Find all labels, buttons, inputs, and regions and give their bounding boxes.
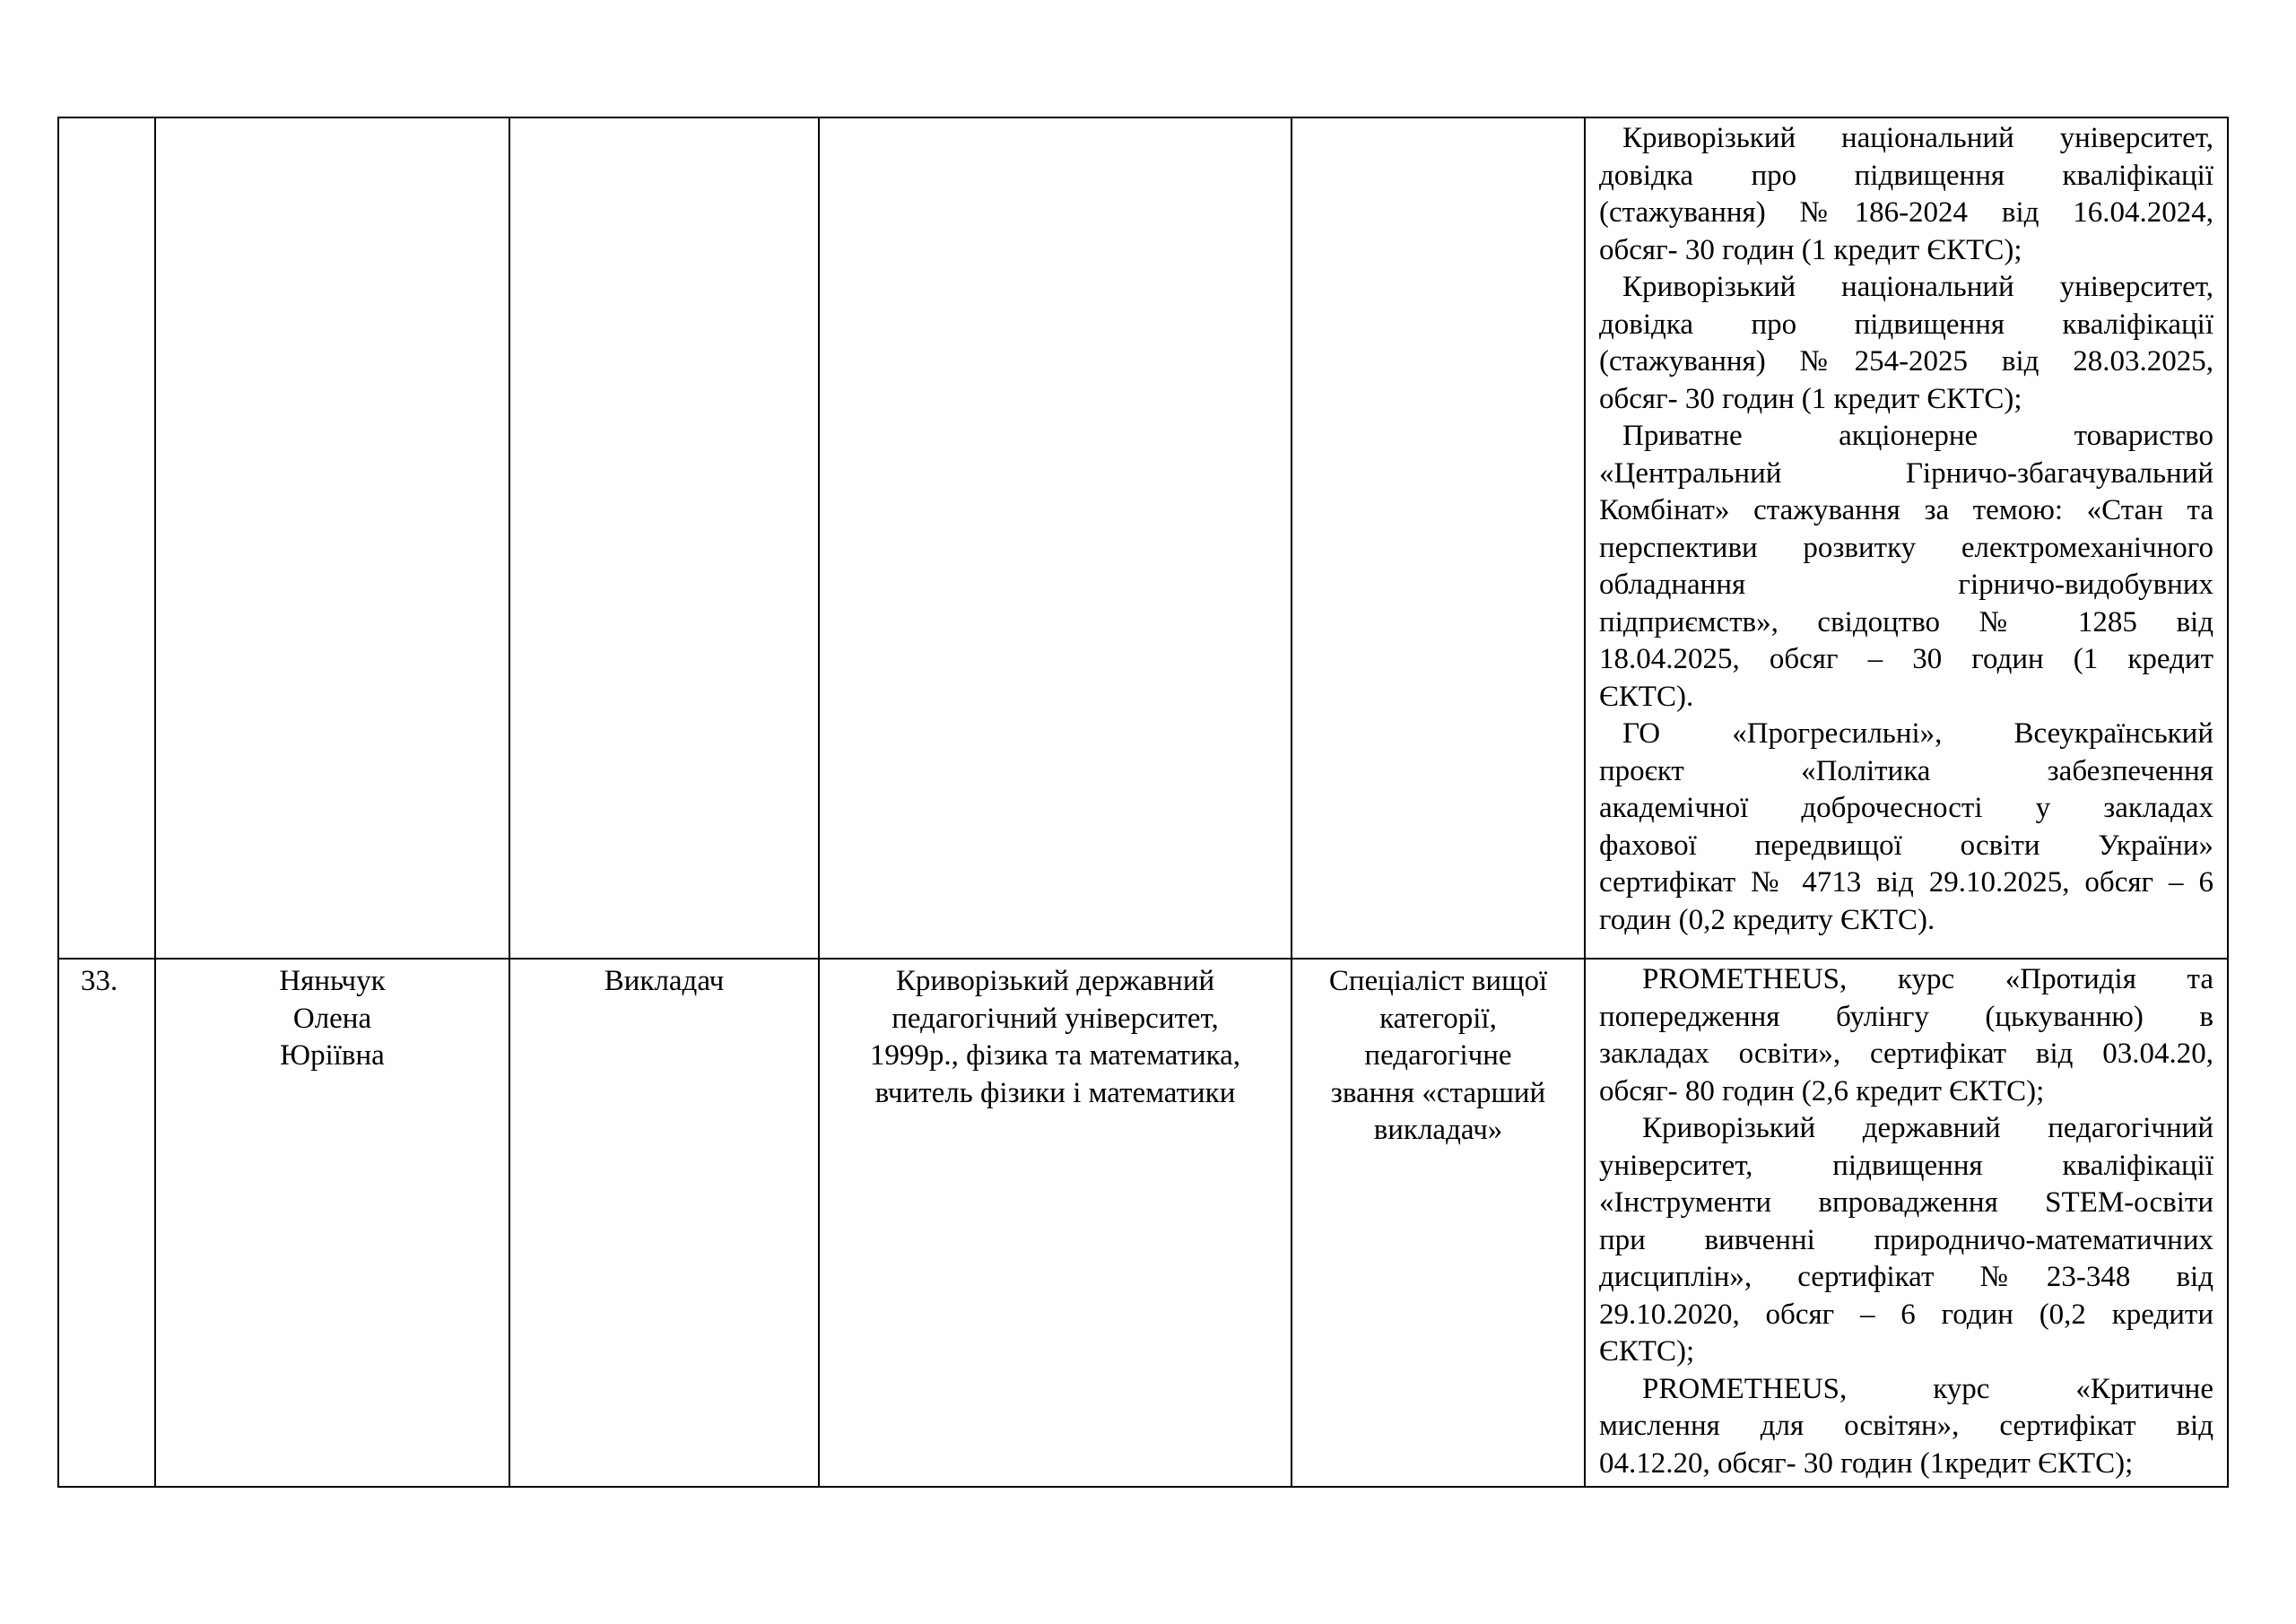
qualification-line: мислення для освітян», сертифікат від xyxy=(1599,1410,2213,1442)
qualification-entry xyxy=(1599,418,2213,716)
qualification-line: обладнання гірничо-видобувних xyxy=(1599,569,2213,601)
qualification-line: дисциплін», сертифікат №23-348 від xyxy=(1599,1261,2213,1293)
name-cell xyxy=(155,959,509,1487)
qualification-line: сертифікат № 4713 від 29.10.2025, обсяг – 6 xyxy=(1599,866,2213,899)
name-cell xyxy=(155,117,509,959)
education-line: педагогічний університет, xyxy=(891,1002,1219,1035)
qualification-line: Комбінат» стажування за темою: «Стан та xyxy=(1599,494,2213,526)
row-number: 33. xyxy=(81,965,118,997)
staff-qualification-table xyxy=(57,117,2229,1488)
qualification-entry xyxy=(1599,1371,2213,1483)
category-line: звання «старший xyxy=(1330,1076,1546,1109)
qualification-line: обсяг- 30 годин (1 кредит ЄКТС); xyxy=(1599,233,2022,266)
qualification-line: «Центральний Гірничо-збагачувальний xyxy=(1599,456,2213,490)
qualification-line: ЄКТС); xyxy=(1599,1335,1695,1368)
qualification-line: перспективи розвитку електромеханічного xyxy=(1599,531,2213,564)
qualification-line: закладах освіти», сертифікат від 03.04.20, xyxy=(1599,1038,2213,1070)
row-number-cell xyxy=(58,117,155,959)
qualification-line: довідка про підвищення кваліфікації xyxy=(1599,308,2213,341)
name-line: Юріївна xyxy=(280,1039,385,1072)
qualification-line: при вивченні природничо-математичних xyxy=(1599,1223,2213,1256)
education-line: 1999р., фізика та математика, xyxy=(869,1039,1241,1072)
qualification-line: обсяг- 30 годин (1 кредит ЄКТС); xyxy=(1599,382,2022,415)
qualification-line: «Інструменти впровадження STEM-освіти xyxy=(1599,1186,2213,1219)
category-cell xyxy=(1292,959,1585,1487)
education-cell xyxy=(819,117,1292,959)
qualification-line: підприємств», свідоцтво № 1285 від xyxy=(1599,605,2213,638)
qualification-cell xyxy=(1585,117,2228,959)
education-line: Криворізький державний xyxy=(895,965,1215,997)
qualification-line: довідка про підвищення кваліфікації xyxy=(1599,159,2213,192)
qualification-line: PROMETHEUS, курс «Критичне xyxy=(1642,1372,2213,1405)
category-line: Спеціаліст вищої xyxy=(1328,965,1548,997)
qualification-entry xyxy=(1599,269,2213,418)
table-row xyxy=(58,959,2228,1487)
qualification-line: годин (0,2 кредиту ЄКТС). xyxy=(1599,903,1935,936)
category-line: категорії, xyxy=(1379,1002,1497,1035)
qualification-line: 18.04.2025, обсяг – 30 годин (1 кредит xyxy=(1599,643,2213,675)
qualification-line: фахової передвищої освіти України» xyxy=(1599,829,2213,862)
name-line: Няньчук xyxy=(279,965,386,997)
qualification-line: (стажування) №186-2024 від 16.04.2024, xyxy=(1599,196,2213,229)
qualification-line: Криворізький національний університет, xyxy=(1622,122,2213,154)
qualification-entry xyxy=(1599,961,2213,1110)
qualification-line: університет, підвищення кваліфікації xyxy=(1599,1149,2213,1182)
table-row xyxy=(58,117,2228,959)
qualification-line: ГО «Прогресильні», Всеукраїнський xyxy=(1622,717,2213,750)
name-line: Олена xyxy=(292,1002,372,1035)
qualification-line: проєкт «Політика забезпечення xyxy=(1599,754,2213,787)
qualification-line: Криворізький національний університет, xyxy=(1622,271,2213,303)
qualification-line: PROMETHEUS, курс «Протидія та xyxy=(1642,963,2213,995)
education-cell xyxy=(819,959,1292,1487)
qualification-line: Криворізький державний педагогічний xyxy=(1642,1112,2213,1144)
qualification-line: ЄКТС). xyxy=(1599,680,1694,713)
qualification-line: обсяг- 80 годин (2,6 кредит ЄКТС); xyxy=(1599,1074,2045,1107)
qualification-line: 29.10.2020, обсяг – 6 годин (0,2 кредити xyxy=(1599,1298,2213,1331)
qualification-cell xyxy=(1585,959,2228,1487)
category-line: викладач» xyxy=(1373,1114,1503,1146)
position-cell xyxy=(509,117,819,959)
qualification-entry xyxy=(1599,716,2213,939)
qualification-entry xyxy=(1599,120,2213,269)
qualification-entry xyxy=(1599,1110,2213,1371)
position-cell xyxy=(509,959,819,1487)
qualification-line: попередження булінгу (цькуванню) в xyxy=(1599,1000,2213,1033)
category-cell xyxy=(1292,117,1585,959)
position-text: Викладач xyxy=(604,965,725,997)
row-number-cell xyxy=(58,959,155,1487)
qualification-line: 04.12.20, обсяг- 30 годин (1кредит ЄКТС); xyxy=(1599,1446,2134,1480)
qualification-line: академічної доброчесності у закладах xyxy=(1599,792,2213,824)
qualification-line: Приватне акціонерне товариство xyxy=(1622,420,2213,452)
qualification-line: (стажування) №254-2025 від 28.03.2025, xyxy=(1599,345,2213,378)
education-line: вчитель фізики і математики xyxy=(874,1076,1236,1109)
category-line: педагогічне xyxy=(1364,1039,1512,1072)
